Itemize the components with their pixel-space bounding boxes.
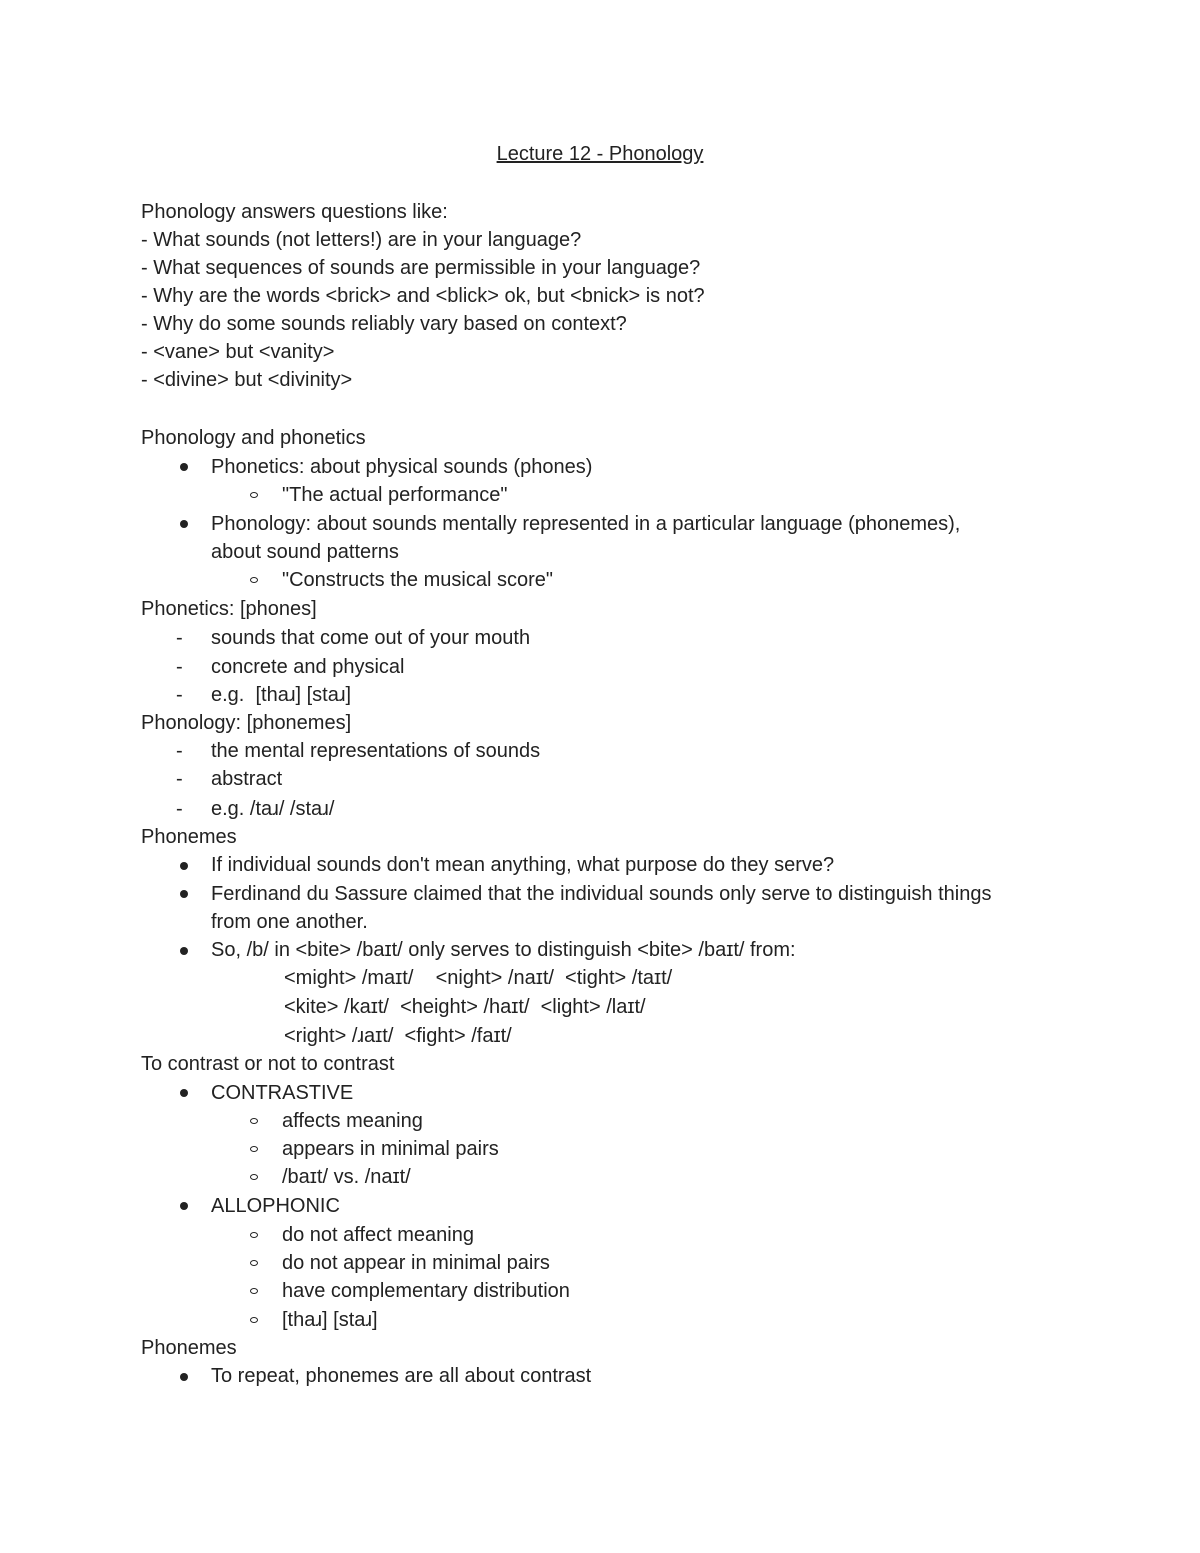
bullet-text: Ferdinand du Sassure claimed that the individual sounds only serve to distinguish things: [211, 883, 992, 905]
bullet-text: Phonetics: about physical sounds (phones): [211, 456, 593, 478]
bullet-marker: [180, 862, 188, 870]
section-heading: Phonemes: [141, 826, 237, 848]
dash-marker: -: [176, 684, 183, 706]
dash-marker: -: [176, 627, 183, 649]
sub-bullet-text: [thaɹ] [staɹ]: [282, 1309, 378, 1331]
dash-marker: -: [176, 798, 183, 820]
list-item: sounds that come out of your mouth: [211, 627, 531, 649]
sub-bullet-marker: [250, 577, 258, 583]
sub-bullet-text: "The actual performance": [282, 484, 508, 506]
list-item: the mental representations of sounds: [211, 740, 541, 762]
example-line: <kite> /kaɪt/ <height> /haɪt/ <light> /laɪt/: [284, 996, 646, 1018]
list-item: e.g. /taɹ/ /staɹ/: [211, 798, 335, 820]
sub-bullet-marker: [250, 1288, 258, 1294]
dash-marker: -: [176, 656, 183, 678]
bullet-marker: [180, 463, 188, 471]
intro-question: - What sequences of sounds are permissible in your language?: [141, 257, 701, 279]
section-heading: Phonemes: [141, 1337, 237, 1359]
list-item: abstract: [211, 768, 283, 790]
sub-bullet-text: have complementary distribution: [282, 1280, 570, 1302]
list-item: e.g. [thaɹ] [staɹ]: [211, 684, 352, 706]
sub-bullet-text: appears in minimal pairs: [282, 1138, 499, 1160]
section-heading: To contrast or not to contrast: [141, 1053, 395, 1075]
intro-question: - What sounds (not letters!) are in your language?: [141, 229, 582, 251]
bullet-text-continuation: from one another.: [211, 911, 368, 933]
bullet-text: Phonology: about sounds mentally represented in a particular language (phonemes),: [211, 513, 961, 535]
bullet-marker: [180, 1373, 188, 1381]
example-line: <right> /ɹaɪt/ <fight> /faɪt/: [284, 1025, 512, 1047]
example-line: <might> /maɪt/ <night> /naɪt/ <tight> /taɪt/: [284, 967, 673, 989]
bullet-marker: [180, 1089, 188, 1097]
bullet-text: To repeat, phonemes are all about contrast: [211, 1365, 592, 1387]
page-title: Lecture 12 - Phonology: [496, 143, 704, 165]
bullet-marker: [180, 947, 188, 955]
bullet-marker: [180, 890, 188, 898]
list-item: concrete and physical: [211, 656, 405, 678]
bullet-text: ALLOPHONIC: [211, 1195, 340, 1217]
sub-bullet-marker: [250, 1118, 258, 1124]
intro-question: - Why are the words <brick> and <blick> ok, but <bnick> is not?: [141, 285, 705, 307]
sub-bullet-text: /baɪt/ vs. /naɪt/: [282, 1166, 411, 1188]
intro-question: - <vane> but <vanity>: [141, 341, 335, 363]
bullet-text: If individual sounds don't mean anything, what purpose do they serve?: [211, 854, 835, 876]
sub-bullet-text: do not appear in minimal pairs: [282, 1252, 550, 1274]
sub-bullet-marker: [250, 1146, 258, 1152]
dash-marker: -: [176, 740, 183, 762]
bullet-marker: [180, 1202, 188, 1210]
section-heading: Phonology: [phonemes]: [141, 712, 352, 734]
bullet-text-continuation: about sound patterns: [211, 541, 399, 563]
intro-question: - <divine> but <divinity>: [141, 369, 353, 391]
dash-marker: -: [176, 768, 183, 790]
sub-bullet-marker: [250, 1317, 258, 1323]
sub-bullet-text: do not affect meaning: [282, 1224, 474, 1246]
bullet-text: So, /b/ in <bite> /baɪt/ only serves to distinguish <bite> /baɪt/ from:: [211, 939, 796, 961]
section-heading: Phonology and phonetics: [141, 427, 366, 449]
section-heading: Phonetics: [phones]: [141, 598, 317, 620]
bullet-text: CONTRASTIVE: [211, 1082, 354, 1104]
sub-bullet-marker: [250, 1260, 258, 1266]
sub-bullet-marker: [250, 492, 258, 498]
intro-heading: Phonology answers questions like:: [141, 201, 448, 223]
sub-bullet-text: affects meaning: [282, 1110, 423, 1132]
sub-bullet-text: "Constructs the musical score": [282, 569, 553, 591]
intro-question: - Why do some sounds reliably vary based on context?: [141, 313, 627, 335]
sub-bullet-marker: [250, 1232, 258, 1238]
sub-bullet-marker: [250, 1174, 258, 1180]
bullet-marker: [180, 520, 188, 528]
